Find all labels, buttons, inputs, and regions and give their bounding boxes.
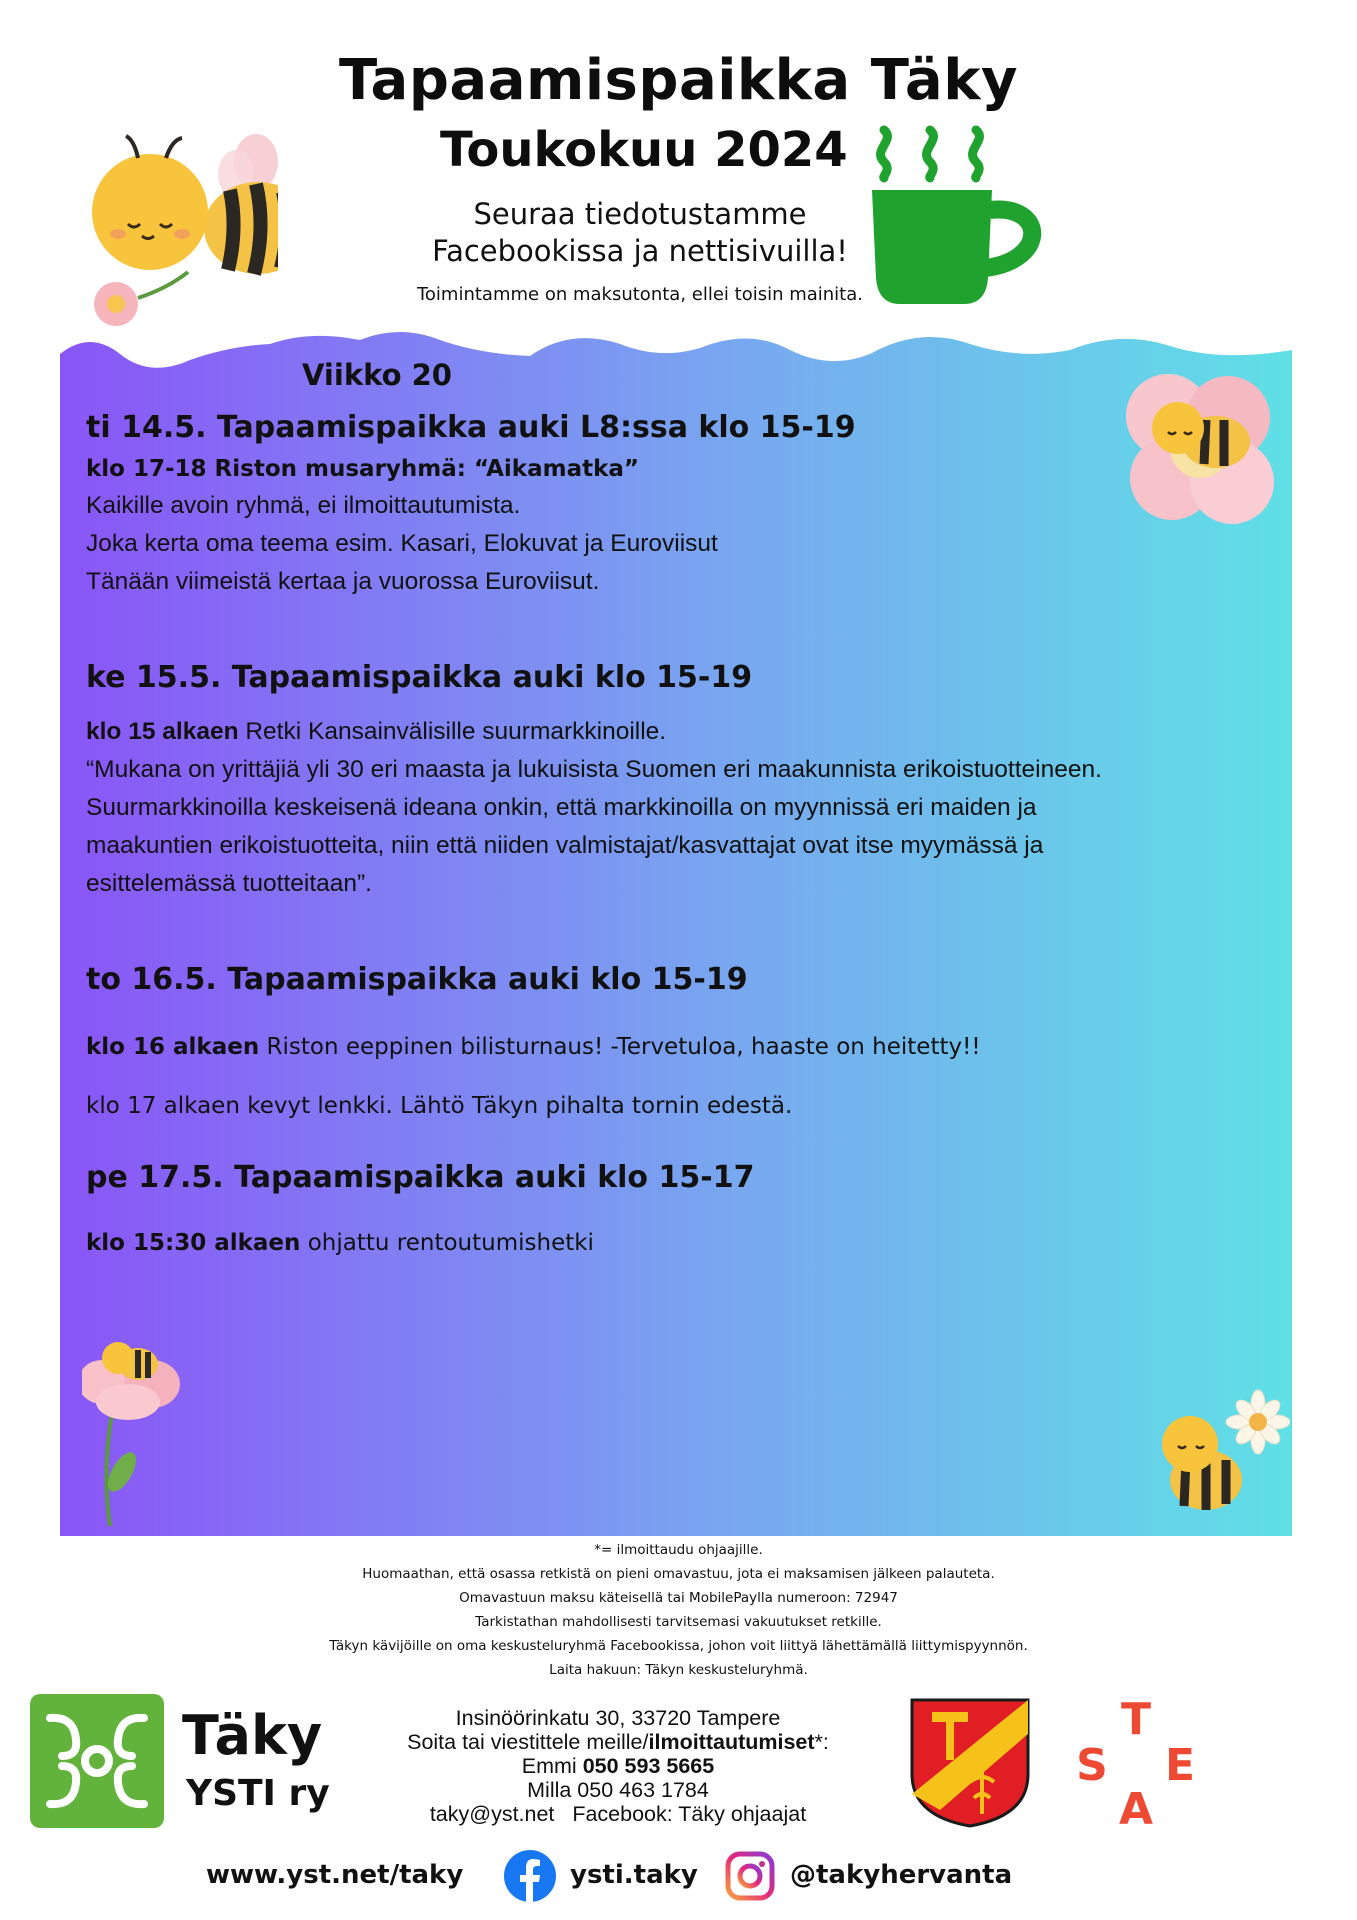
note-line: Tarkistathan mahdollisesti tarvitsemasi vakuutukset retkille. [475,1614,882,1630]
tampere-coat-of-arms-icon [910,1698,1030,1828]
follow-line-1: Seuraa tiedotustamme [473,197,807,231]
contact-address: Insinöörinkatu 30, 33720 Tampere [455,1706,781,1730]
contact-milla[interactable]: Milla 050 463 1784 [527,1778,709,1802]
follow-line-2: Facebookissa ja nettisivuilla! [432,234,848,268]
day-heading-tuesday: ti 14.5. Tapaamispaikka auki L8:ssa klo 15-19 [86,410,856,445]
taky-logo-org: YSTI ry [186,1773,330,1814]
day-line-rest: Retki Kansainvälisille suurmarkkinoille. [238,718,667,745]
note-line: Omavastuun maksu käteisellä tai MobilePaylla numeroon: 72947 [459,1590,898,1606]
taky-logo-name: Täky [182,1704,323,1767]
stea-logo-icon [1072,1698,1200,1826]
taky-logo-icon [30,1694,164,1828]
contact-info [368,1706,868,1826]
instagram-link[interactable]: @takyhervanta [790,1860,1013,1890]
day-line: Tänään viimeistä kertaa ja vuorossa Euroviisut. [86,568,600,595]
free-note: Toimintamme on maksutonta, ellei toisin mainita. [416,284,863,305]
bee-flower-illustration [82,1322,202,1532]
day-line-rest: Riston eeppinen bilisturnaus! -Tervetuloa, haaste on heitetty!! [259,1034,981,1060]
day-line: esittelemässä tuotteitaan”. [86,870,372,897]
website-link[interactable]: www.yst.net/taky [206,1860,464,1890]
footnotes [0,1538,1357,1682]
note-line: Täkyn kävijöille on oma keskusteluryhmä Facebookissa, johon voit liittyä lähettämällä liittymispyynnön. [329,1638,1028,1654]
note-line: *= ilmoittaudu ohjaajille. [594,1542,763,1558]
day-heading-friday: pe 17.5. Tapaamispaikka auki klo 15-17 [86,1160,755,1195]
bee-daisy-illustration [1140,1380,1290,1530]
day-line-rest: ohjattu rentoutumishetki [300,1230,594,1256]
facebook-icon [504,1850,556,1902]
day-line: Suurmarkkinoilla keskeisenä ideana onkin, että markkinoilla on myynnissä eri maiden ja [86,794,1037,821]
day-line: Joka kerta oma teema esim. Kasari, Elokuvat ja Euroviisut [86,530,718,557]
note-line: Huomaathan, että osassa retkistä on pieni omavastuu, jota ei maksamisen jälkeen palauteta. [362,1566,995,1582]
stea-logo-letter: S [1076,1740,1108,1791]
day-line-lead: klo 15:30 alkaen [86,1230,301,1256]
page-title: Tapaamispaikka Täky [339,48,1018,113]
stea-logo-letter: E [1164,1740,1196,1791]
contact-emmi-name: Emmi [521,1754,583,1778]
day-line-lead: klo 16 alkaen [86,1034,260,1060]
bee-flower-illustration [1108,358,1288,538]
day-line [86,1230,594,1256]
instagram-icon [724,1850,776,1902]
contact-call-bold: ilmoittautumiset [648,1730,815,1754]
contact-call-end: *: [814,1730,829,1754]
contact-email-facebook[interactable]: taky@yst.net Facebook: Täky ohjaajat [429,1802,807,1826]
contact-emmi-phone[interactable]: 050 593 5665 [582,1754,715,1778]
contact-emmi [368,1754,868,1778]
day-line-lead: klo 15 alkaen [86,718,239,745]
facebook-link[interactable]: ysti.taky [570,1860,698,1890]
day-heading-wednesday: ke 15.5. Tapaamispaikka auki klo 15-19 [86,660,753,695]
day-line: maakuntien erikoistuotteita, niin että niiden valmistajat/kasvattajat ovat itse myymässä ja [86,832,1044,859]
day-heading-thursday: to 16.5. Tapaamispaikka auki klo 15-19 [86,962,748,997]
follow-text [380,196,900,270]
stea-logo-letter: A [1118,1784,1154,1826]
day-line: “Mukana on yrittäjiä yli 30 eri maasta ja lukuisista Suomen eri maakunnista erikoistuotteineen. [86,756,1102,783]
bee-illustration [78,132,278,342]
day-line [86,718,666,746]
contact-call [368,1730,868,1754]
day-line: Kaikille avoin ryhmä, ei ilmoittautumista. [86,492,521,519]
contact-call-text: Soita tai viestittele meille/ [407,1730,649,1754]
page-subtitle: Toukokuu 2024 [440,122,848,178]
day-line [86,1034,981,1060]
note-line: Laita hakuun: Täkyn keskusteluryhmä. [549,1662,808,1678]
stea-logo-letter: T [1120,1698,1152,1745]
day-line: klo 17 alkaen kevyt lenkki. Lähtö Täkyn pihalta tornin edestä. [86,1093,793,1119]
day-line: klo 17-18 Riston musaryhmä: “Aikamatka” [86,456,640,482]
week-label: Viikko 20 [302,358,452,392]
